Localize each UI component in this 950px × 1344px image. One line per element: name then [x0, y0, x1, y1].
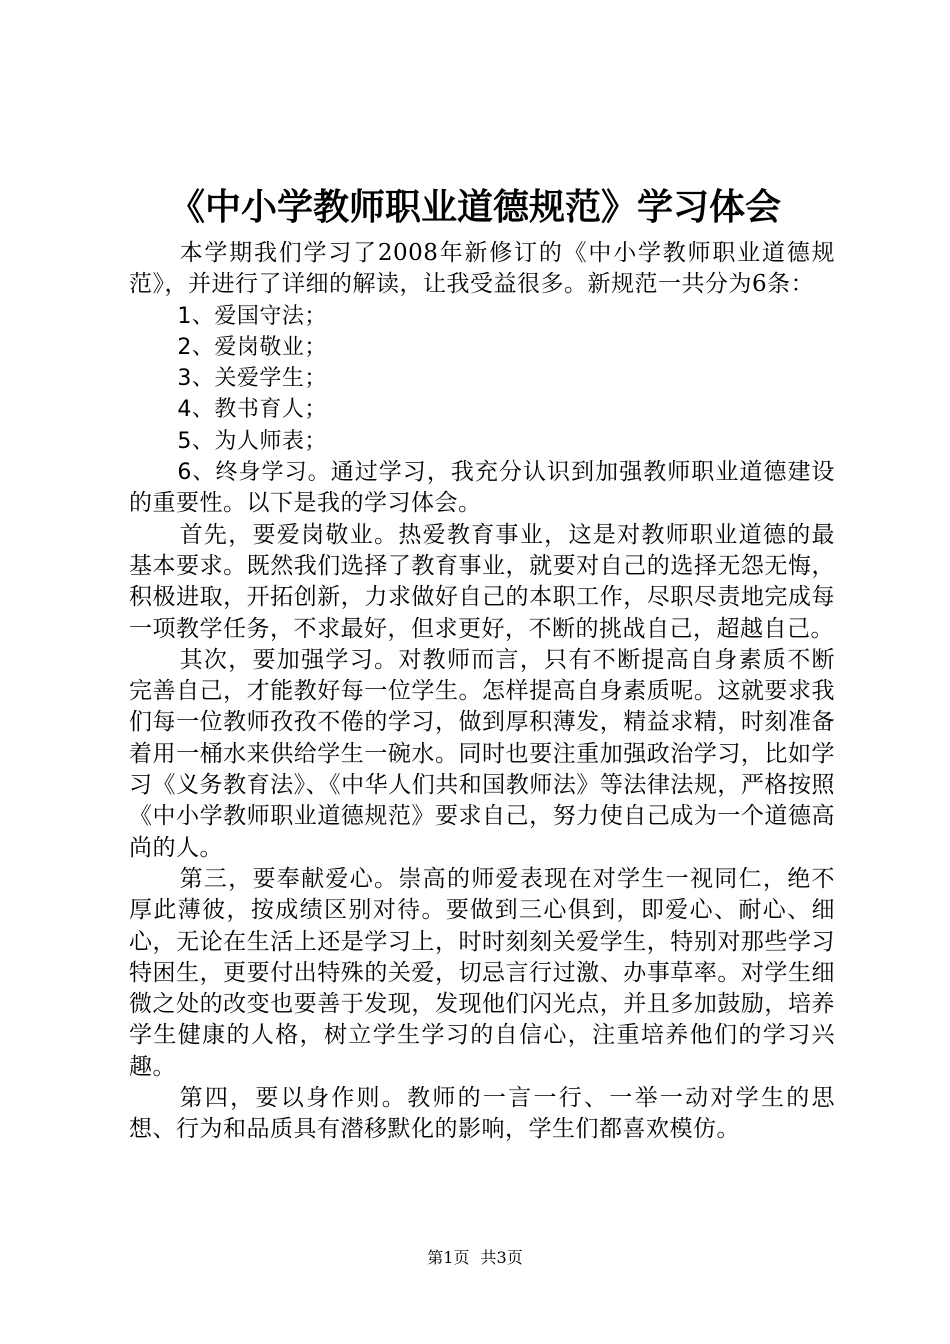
list-item-label: 6、终身学习。	[177, 460, 331, 486]
list-item: 2、爱岗敬业；	[177, 334, 327, 360]
page-total: 共3页	[480, 1248, 523, 1267]
page-number: 第1页	[427, 1248, 470, 1267]
body-paragraph: 第三，要奉献爱心。崇高的师爱表现在对学生一视同仁，绝不厚此薄彼，按成绩区别对待。要做到三心俱到，即爱心、耐心、细心，无论在生活上还是学习上，时时刻刻关爱学生，特别对那些学习特困生，更要付出特殊的关爱，切忌言行过激、办事草率。对学生细微之处的改变也要善于发现，发现他们闪光点，并且多加鼓励，培养学生健康的人格，树立学生学习的自信心，注重培养他们的学习兴趣。	[129, 865, 835, 1080]
document-title: 《中小学教师职业道德规范》学习体会	[168, 187, 781, 228]
list-item-continuation: 通过学习，我充分认识到加强教师职业道德建设的重要性。以下是我的学习体会。	[129, 459, 836, 517]
body-paragraph: 其次，要加强学习。对教师而言，只有不断提高自身素质不断完善自己，才能教好每一位学生。怎样提高自身素质呢。这就要求我们每一位教师孜孜不倦的学习，做到厚积薄发，精益求精，时刻准备着用一桶水来供给学生一碗水。同时也要注重加强政治学习，比如学习《义务教育法》、《中华人们共和国教师法》等法律法规，严格按照《中小学教师职业道德规范》要求自己，努力使自己成为一个道德高尚的人。	[129, 646, 835, 861]
body-paragraph: 第四，要以身作则。教师的一言一行、一举一动对学生的思想、行为和品质具有潜移默化的影响，学生们都喜欢模仿。	[129, 1085, 835, 1143]
document-body	[129, 238, 835, 1146]
list-item: 4、教书育人；	[177, 397, 327, 423]
list-item-last	[129, 457, 835, 520]
page-footer	[0, 1248, 950, 1268]
list-item: 5、为人师表；	[177, 428, 327, 454]
list-item: 1、爱国守法；	[177, 303, 327, 329]
intro-paragraph: 本学期我们学习了2008年新修订的《中小学教师职业道德规范》，并进行了详细的解读，让我受益很多。新规范一共分为6条：	[129, 240, 835, 298]
list-item: 3、关爱学生；	[177, 366, 327, 392]
body-paragraph: 首先，要爱岗敬业。热爱教育事业，这是对教师职业道德的最基本要求。既然我们选择了教育事业，就要对自己的选择无怨无悔，积极进取，开拓创新，力求做好自己的本职工作，尽职尽责地完成每一项教学任务，不求最好，但求更好，不断的挑战自己，超越自己。	[129, 521, 835, 642]
